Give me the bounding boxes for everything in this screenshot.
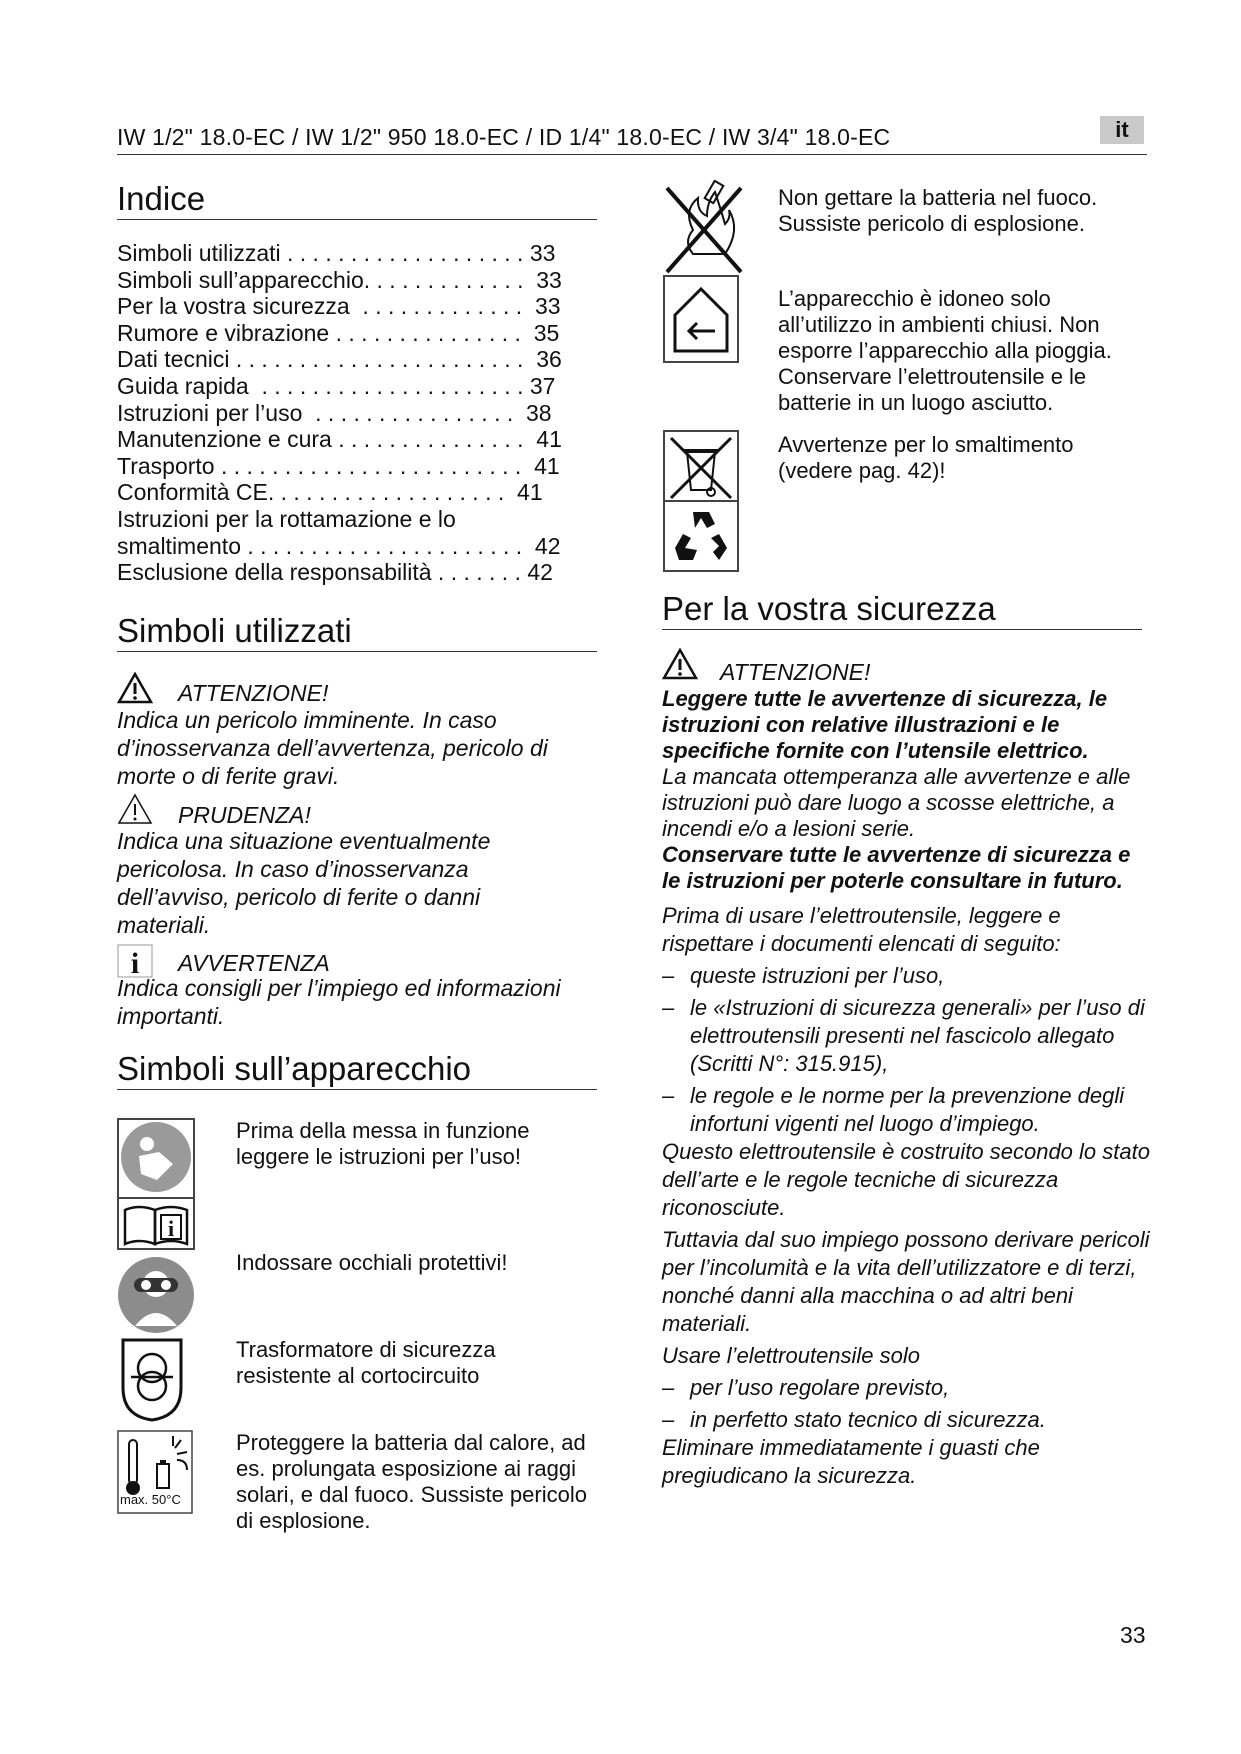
- toc-item[interactable]: Trasporto . . . . . . . . . . . . . . . . . . . . . . . . 41: [117, 452, 560, 479]
- language-badge: it: [1100, 116, 1144, 144]
- fire-warning-text: Non gettare la batteria nel fuoco. Sussiste pericolo di esplosione.: [778, 185, 1098, 236]
- device-symbols-rule: [117, 1089, 597, 1090]
- safety-read-warnings: Leggere tutte le avvertenze di sicurezza, le istruzioni con relative illustrazioni e le specifiche fornite con l’utensile elettrico.: [662, 686, 1108, 763]
- warning-triangle-icon: [662, 648, 698, 680]
- safety-dangers-text: Tuttavia dal suo impiego possono derivare pericoli per l’incolumità e la vita dell’utilizzatore e di terzi, nonché danni alla macchina o ad altri beni materiali.: [662, 1227, 1150, 1336]
- recycling-icon: [663, 500, 739, 572]
- safety-attenzione-title: ATTENZIONE!: [720, 659, 871, 685]
- prudenza-text: Indica una situazione eventualmente pericolosa. In caso d’inosservanza dell’avviso, pericolo di ferite o danni materiali.: [117, 828, 491, 938]
- safety-transformer-icon: [117, 1336, 187, 1422]
- list-item: – le «Istruzioni di sicurezza generali» per l’uso di elettroutensili presenti nel fascicolo allegato (Scritti N°: 315.915),: [662, 995, 1145, 1076]
- safety-construction-text: Questo elettroutensile è costruito secondo lo stato dell’arte e le regole tecniche di sicurezza riconosciute.: [662, 1139, 1150, 1220]
- indoor-use-icon: [663, 275, 739, 363]
- transformer-text: Trasformatore di sicurezza resistente al cortocircuito: [236, 1337, 496, 1388]
- read-manual-text: Prima della messa in funzione leggere le istruzioni per l’uso!: [236, 1118, 530, 1169]
- indoor-use-text: L’apparecchio è idoneo solo all’utilizzo in ambienti chiusi. Non esporre l’apparecchio alla pioggia. Conservare l’elettroutensile e le batterie in un luogo asciutto.: [778, 286, 1112, 415]
- avvertenza-title: AVVERTENZA: [178, 950, 330, 976]
- goggles-icon: [117, 1256, 195, 1334]
- disposal-text: Avvertenze per lo smaltimento (vedere pag. 42)!: [778, 432, 1074, 483]
- toc-heading: Indice: [117, 180, 206, 217]
- toc-item[interactable]: Simboli utilizzati . . . . . . . . . . . . . . . . . . . 33: [117, 240, 556, 266]
- safety-keep-warnings: Conservare tutte le avvertenze di sicurezza e le istruzioni per poterle consultare in futuro.: [662, 842, 1131, 893]
- avvertenza-text: Indica consigli per l’impiego ed informazioni importanti.: [117, 975, 561, 1029]
- caution-triangle-icon: [117, 793, 153, 825]
- weee-bin-icon: [663, 430, 739, 506]
- svg-text:i: i: [130, 947, 140, 978]
- header-divider: [117, 154, 1147, 155]
- toc-item[interactable]: Conformità CE. . . . . . . . . . . . . . . . . . . 41: [117, 479, 543, 506]
- safety-before-use-text: Prima di usare l’elettroutensile, leggere e rispettare i documenti elencati di seguito:: [662, 903, 1061, 956]
- info-icon: [117, 944, 153, 978]
- goggles-text: Indossare occhiali protettivi!: [236, 1250, 508, 1275]
- toc-heading-rule: [117, 219, 597, 220]
- toc-item[interactable]: smaltimento . . . . . . . . . . . . . . . . . . . . . . 42: [117, 532, 561, 559]
- toc-item[interactable]: Istruzioni per la rottamazione e lo: [117, 505, 456, 532]
- toc-item[interactable]: Rumore e vibrazione . . . . . . . . . . . . . . . 35: [117, 319, 560, 346]
- toc-item[interactable]: Istruzioni per l’uso . . . . . . . . . . . . . . . . 38: [117, 399, 552, 426]
- header-title: IW 1/2" 18.0-EC / IW 1/2" 950 18.0-EC / ID 1/4" 18.0-EC / IW 3/4" 18.0-EC: [117, 124, 891, 150]
- list-item: – in perfetto stato tecnico di sicurezza.: [662, 1407, 1046, 1432]
- safety-consequences-text: La mancata ottemperanza alle avvertenze e alle istruzioni può dare luogo a scosse elettriche, a incendi e/o a lesioni serie.: [662, 764, 1131, 841]
- page-number: 33: [1120, 1622, 1146, 1648]
- toc-item[interactable]: Dati tecnici . . . . . . . . . . . . . . . . . . . . . . . 36: [117, 346, 562, 373]
- safety-use-only-text: Usare l’elettroutensile solo: [662, 1343, 921, 1368]
- safety-eliminate-text: Eliminare immediatamente i guasti che pregiudicano la sicurezza.: [662, 1435, 1040, 1488]
- device-symbols-heading: Simboli sull’apparecchio: [117, 1050, 472, 1087]
- toc-item[interactable]: Simboli sull’apparecchio. . . . . . . . . . . . . 33: [117, 266, 562, 293]
- no-fire-icon: [663, 180, 745, 280]
- safety-heading-rule: [662, 629, 1142, 630]
- toc-item[interactable]: Esclusione della responsabilità . . . . . . . 42: [117, 559, 553, 586]
- list-item: – per l’uso regolare previsto,: [662, 1375, 950, 1400]
- warning-triangle-icon: [117, 672, 153, 704]
- safety-content: [662, 686, 1152, 1490]
- toc-item[interactable]: Guida rapida . . . . . . . . . . . . . . . . . . . . . 37: [117, 372, 556, 399]
- attenzione-text: Indica un pericolo imminente. In caso d’inosservanza dell’avvertenza, pericolo di morte o di ferite gravi.: [117, 707, 548, 789]
- attenzione-title: ATTENZIONE!: [178, 680, 329, 706]
- toc-item[interactable]: Manutenzione e cura . . . . . . . . . . . . . . . 41: [117, 426, 562, 453]
- table-of-contents: [117, 240, 607, 586]
- symbols-used-rule: [117, 651, 597, 652]
- list-item: – queste istruzioni per l’uso,: [662, 963, 945, 988]
- read-manual-icon: [117, 1118, 195, 1250]
- safety-heading: Per la vostra sicurezza: [662, 590, 996, 627]
- svg-text:i: i: [167, 1216, 175, 1241]
- symbols-used-heading: Simboli utilizzati: [117, 612, 352, 649]
- list-item: – le regole e le norme per la prevenzione degli infortuni vigenti nel luogo d’impiego.: [662, 1083, 1125, 1136]
- toc-item[interactable]: Per la vostra sicurezza . . . . . . . . . . . . . 33: [117, 293, 561, 320]
- heat-text: Proteggere la batteria dal calore, ad es. prolungata esposizione ai raggi solari, e dal fuoco. Sussiste pericolo di esplosione.: [236, 1430, 587, 1533]
- heat-icon-label: max. 50°C: [120, 1492, 181, 1507]
- prudenza-title: PRUDENZA!: [178, 802, 311, 828]
